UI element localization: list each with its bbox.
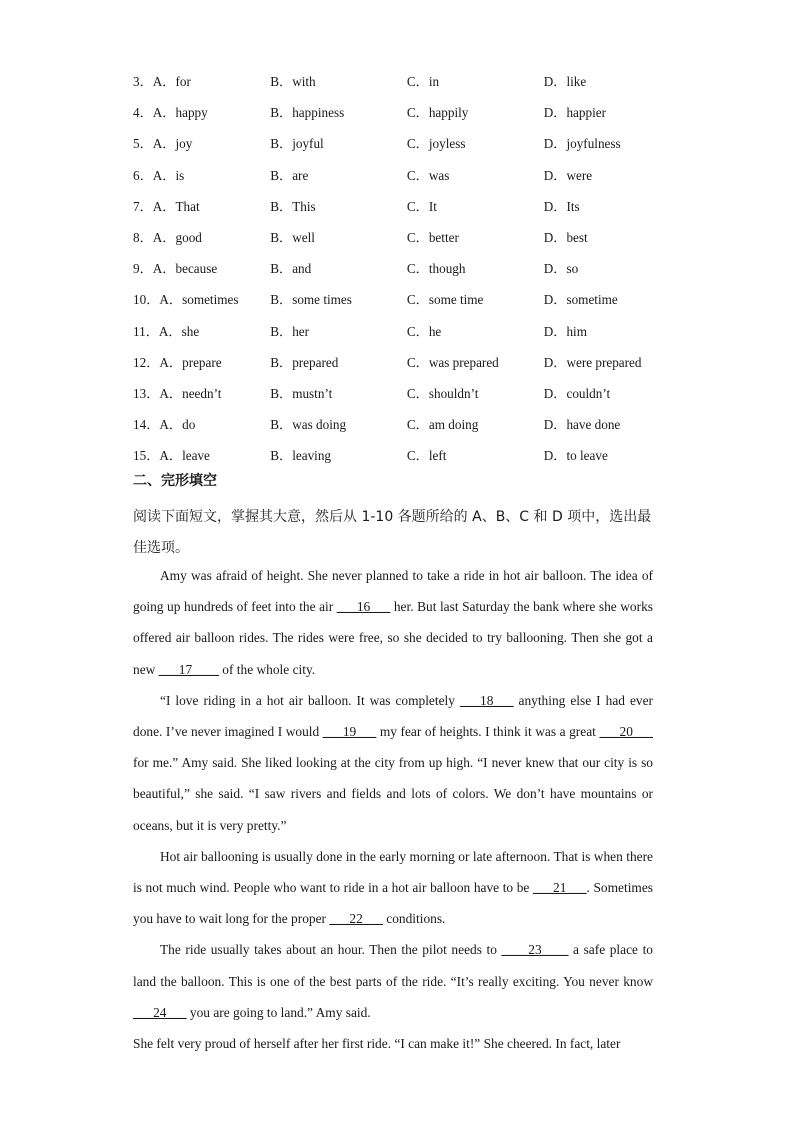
option-a	[133, 252, 270, 283]
option-b: B．and	[270, 261, 312, 277]
option-a-text: needn’t	[182, 385, 222, 401]
question-number: 13．A．	[133, 385, 183, 401]
passage-paragraph-3	[133, 841, 653, 935]
section-instructions: 阅读下面短文，掌握其大意，然后从 1-10 各题所给的 A、B、C 和 D 项中，选出最佳选项。	[133, 509, 652, 556]
option-c: C．left	[406, 448, 447, 464]
passage-text: She felt very proud of herself after her first ride. “I can make it!” She cheered. In fact, later	[133, 1036, 621, 1052]
passage-text: my fear of heights. I think it was a great	[376, 724, 600, 740]
blank-18: ___18___	[459, 692, 514, 708]
option-a-text: prepare	[182, 354, 222, 370]
passage-text: . Sometimes you have to wait long for the proper	[133, 880, 653, 927]
option-d: D．were prepared	[543, 354, 642, 370]
passage-paragraph-4	[133, 934, 653, 1028]
option-row	[133, 159, 673, 190]
option-c: C．joyless	[406, 136, 466, 152]
option-d: D．joyfulness	[543, 136, 621, 152]
option-row	[133, 252, 673, 283]
option-d: D．have done	[543, 417, 621, 433]
blank-19: ___19___	[322, 724, 377, 740]
option-row	[133, 346, 673, 377]
option-b: B．happiness	[270, 105, 345, 121]
option-d: D．so	[543, 261, 579, 277]
option-a	[133, 221, 270, 252]
passage-text: of the whole city.	[218, 661, 316, 677]
option-b: B．prepared	[270, 354, 339, 370]
option-d: D．to leave	[543, 448, 608, 464]
option-c: C．he	[406, 323, 442, 339]
option-c: C．was prepared	[406, 354, 499, 370]
option-a-text: because	[175, 261, 218, 277]
passage-text: conditions.	[382, 911, 446, 927]
option-c: C．though	[406, 261, 466, 277]
option-b: B．leaving	[270, 448, 332, 464]
option-d: D．sometime	[543, 292, 618, 308]
option-d: D．were	[543, 167, 593, 183]
blank-20: ___20___	[599, 724, 653, 740]
blank-17: ___17____	[158, 661, 219, 677]
option-a	[133, 127, 270, 158]
option-c: C．was	[406, 167, 450, 183]
option-c: C．It	[406, 198, 437, 214]
option-b: B．was doing	[270, 417, 347, 433]
option-a	[133, 96, 270, 127]
option-a-text: joy	[175, 136, 193, 152]
option-row	[133, 96, 673, 127]
option-row	[133, 65, 673, 96]
blank-22: ___22___	[329, 911, 383, 927]
option-row	[133, 221, 673, 252]
option-a-text: happy	[175, 105, 208, 121]
question-number: 3．A．	[133, 74, 176, 90]
option-c: C．in	[406, 74, 440, 90]
blank-16: ___16___	[336, 599, 391, 615]
option-a-text: That	[175, 198, 200, 214]
question-number: 9．A．	[133, 261, 176, 277]
passage-text: Amy was afraid of height. She never planned to take a ride in hot air balloon. The idea of going up hundreds of feet into the air	[133, 568, 653, 615]
option-d: D．like	[543, 74, 587, 90]
option-d: D．Its	[543, 198, 580, 214]
option-a-text: is	[175, 167, 185, 183]
passage-paragraph-5	[133, 1028, 653, 1059]
option-row	[133, 315, 673, 346]
option-row	[133, 190, 673, 221]
option-a	[133, 315, 270, 346]
blank-23: ____23____	[501, 942, 569, 958]
option-a	[133, 190, 270, 221]
option-d: D．best	[543, 230, 588, 246]
option-b: B．joyful	[270, 136, 324, 152]
option-d: D．happier	[543, 105, 607, 121]
option-a	[133, 65, 270, 96]
option-c: C．shouldn’t	[406, 385, 479, 401]
option-b: B．with	[270, 74, 316, 90]
passage-text: her. But last Saturday the bank where she works offered air balloon rides. The rides were free, so she decided to try ballooning. Then she got a new	[133, 599, 653, 677]
option-a-text: good	[175, 230, 202, 246]
option-a	[133, 408, 270, 439]
option-d: D．him	[543, 323, 587, 339]
question-number: 10．A．	[133, 292, 183, 308]
cloze-passage	[133, 560, 653, 1059]
question-number: 15．A．	[133, 448, 183, 464]
option-b: B．her	[270, 323, 310, 339]
option-a	[133, 439, 270, 470]
question-number: 4．A．	[133, 105, 176, 121]
option-b: B．are	[270, 167, 309, 183]
option-row	[133, 408, 673, 439]
option-row	[133, 127, 673, 158]
passage-paragraph-2	[133, 685, 653, 841]
blank-21: ___21___	[532, 880, 587, 896]
question-number: 5．A．	[133, 136, 176, 152]
question-number: 7．A．	[133, 198, 176, 214]
question-number: 11．A．	[133, 323, 182, 339]
option-row	[133, 283, 673, 314]
passage-text: Hot air ballooning is usually done in the early morning or late afternoon. That is when there is not much wind. People who want to ride in a hot air balloon have to be	[133, 848, 653, 896]
passage-paragraph-1	[133, 560, 653, 685]
option-a-text: leave	[182, 448, 210, 464]
option-row	[133, 377, 673, 408]
option-a	[133, 283, 270, 314]
option-b: B．mustn’t	[270, 385, 333, 401]
option-a	[133, 159, 270, 190]
option-a	[133, 377, 270, 408]
option-b: B．This	[270, 198, 316, 214]
section-title: 二、完形填空	[133, 473, 217, 489]
passage-text: “I love riding in a hot air balloon. It was completely	[160, 692, 460, 708]
passage-text: anything else I had ever done. I’ve never imagined I would	[133, 692, 653, 740]
option-a-text: she	[181, 323, 200, 339]
blank-24: ___24___	[133, 1004, 187, 1020]
option-row	[133, 439, 673, 470]
option-a-text: do	[182, 417, 196, 433]
option-a	[133, 346, 270, 377]
option-c: C．some time	[406, 292, 484, 308]
passage-text: The ride usually takes about an hour. Then the pilot needs to	[160, 942, 502, 958]
passage-text: you are going to land.” Amy said.	[186, 1004, 371, 1020]
question-number: 14．A．	[133, 417, 183, 433]
options-table	[133, 65, 673, 470]
option-a-text: for	[175, 74, 191, 90]
option-b: B．some times	[270, 292, 352, 308]
option-c: C．am doing	[406, 417, 479, 433]
question-number: 6．A．	[133, 167, 176, 183]
question-number: 12．A．	[133, 354, 183, 370]
option-d: D．couldn’t	[543, 385, 611, 401]
option-c: C．better	[406, 230, 459, 246]
option-b: B．well	[270, 230, 315, 246]
question-number: 8．A．	[133, 230, 176, 246]
option-a-text: sometimes	[182, 292, 239, 308]
option-c: C．happily	[406, 105, 469, 121]
passage-text: a safe place to land the balloon. This is one of the best parts of the ride. “It’s really exciting. You never know	[133, 942, 653, 989]
passage-text: for me.” Amy said. She liked looking at the city from up high. “I never knew that our city is so beautiful,” she said. “I saw rivers and fields and lots of colors. We don’t have mountains or oceans, but it is very pretty.”	[133, 755, 653, 833]
